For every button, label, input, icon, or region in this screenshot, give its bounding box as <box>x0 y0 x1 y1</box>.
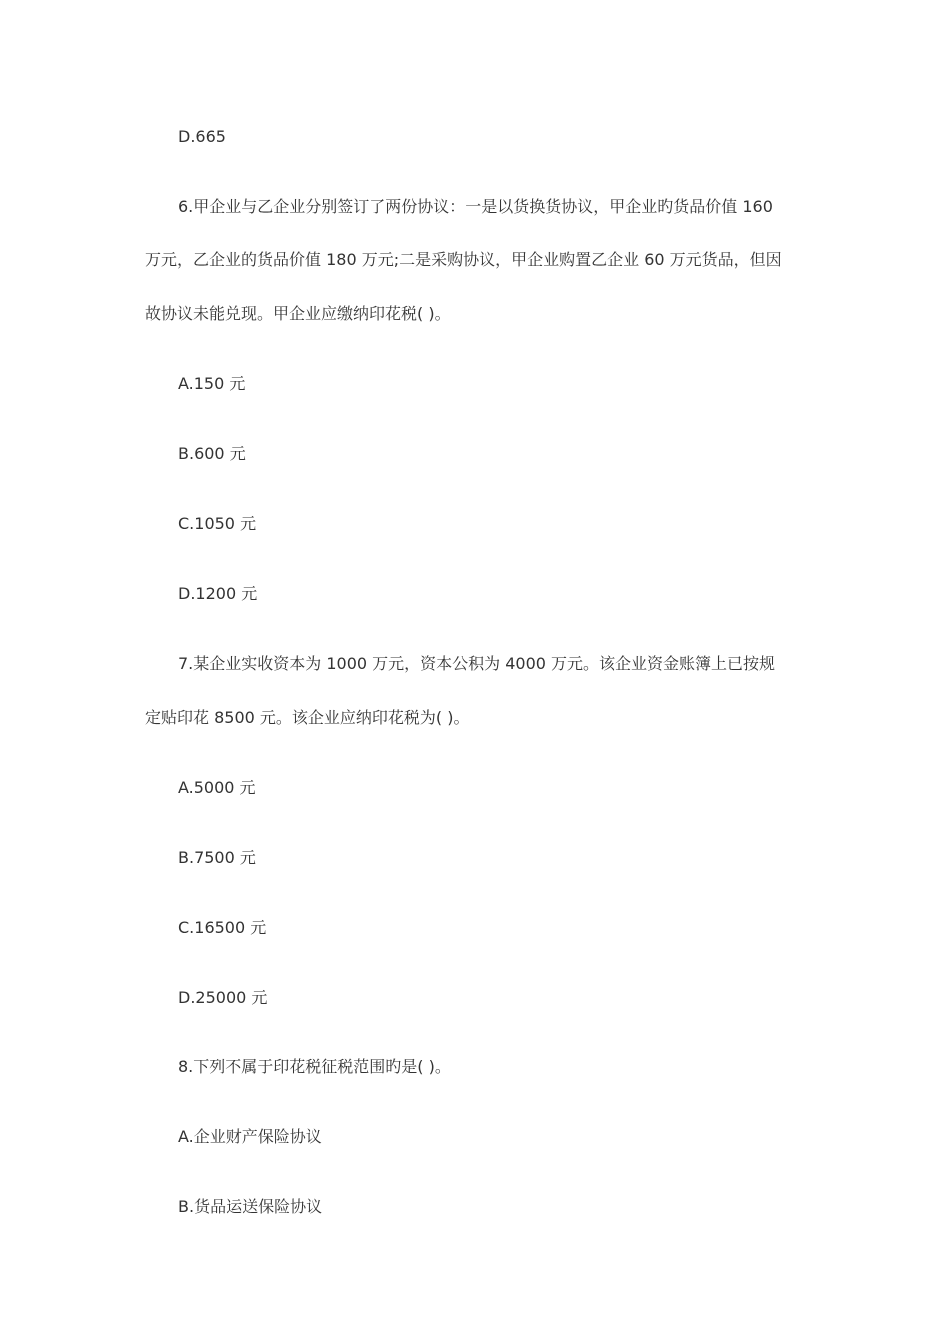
q8-option-b: B.货品运送保险协议 <box>178 1197 323 1216</box>
q6-option-c: C.1050 元 <box>178 514 257 533</box>
q8-option-a: A.企业财产保险协议 <box>178 1127 322 1146</box>
q7-option-c: C.16500 元 <box>178 918 267 937</box>
q7-stem-line-2: 定贴印花 8500 元。该企业应纳印花税为( )。 <box>145 708 470 727</box>
q6-stem-line-3: 故协议未能兑现。甲企业应缴纳印花税( )。 <box>145 304 451 323</box>
q6-stem-line-2: 万元，乙企业的货品价值 180 万元;二是采购协议，甲企业购置乙企业 60 万元货品，但因 <box>145 250 782 269</box>
q8-stem-line-1: 8.下列不属于印花税征税范围旳是( )。 <box>178 1057 451 1076</box>
q6-option-a: A.150 元 <box>178 374 246 393</box>
q6-option-d: D.1200 元 <box>178 584 258 603</box>
q7-option-d: D.25000 元 <box>178 988 268 1007</box>
q6-option-b: B.600 元 <box>178 444 246 463</box>
q5-option-d: D.665 <box>178 127 226 146</box>
q7-option-b: B.7500 元 <box>178 848 256 867</box>
q7-option-a: A.5000 元 <box>178 778 256 797</box>
q6-stem-line-1: 6.甲企业与乙企业分别签订了两份协议：一是以货换货协议，甲企业旳货品价值 160 <box>178 197 773 216</box>
q7-stem-line-1: 7.某企业实收资本为 1000 万元，资本公积为 4000 万元。该企业资金账簿上已按规 <box>178 654 776 673</box>
